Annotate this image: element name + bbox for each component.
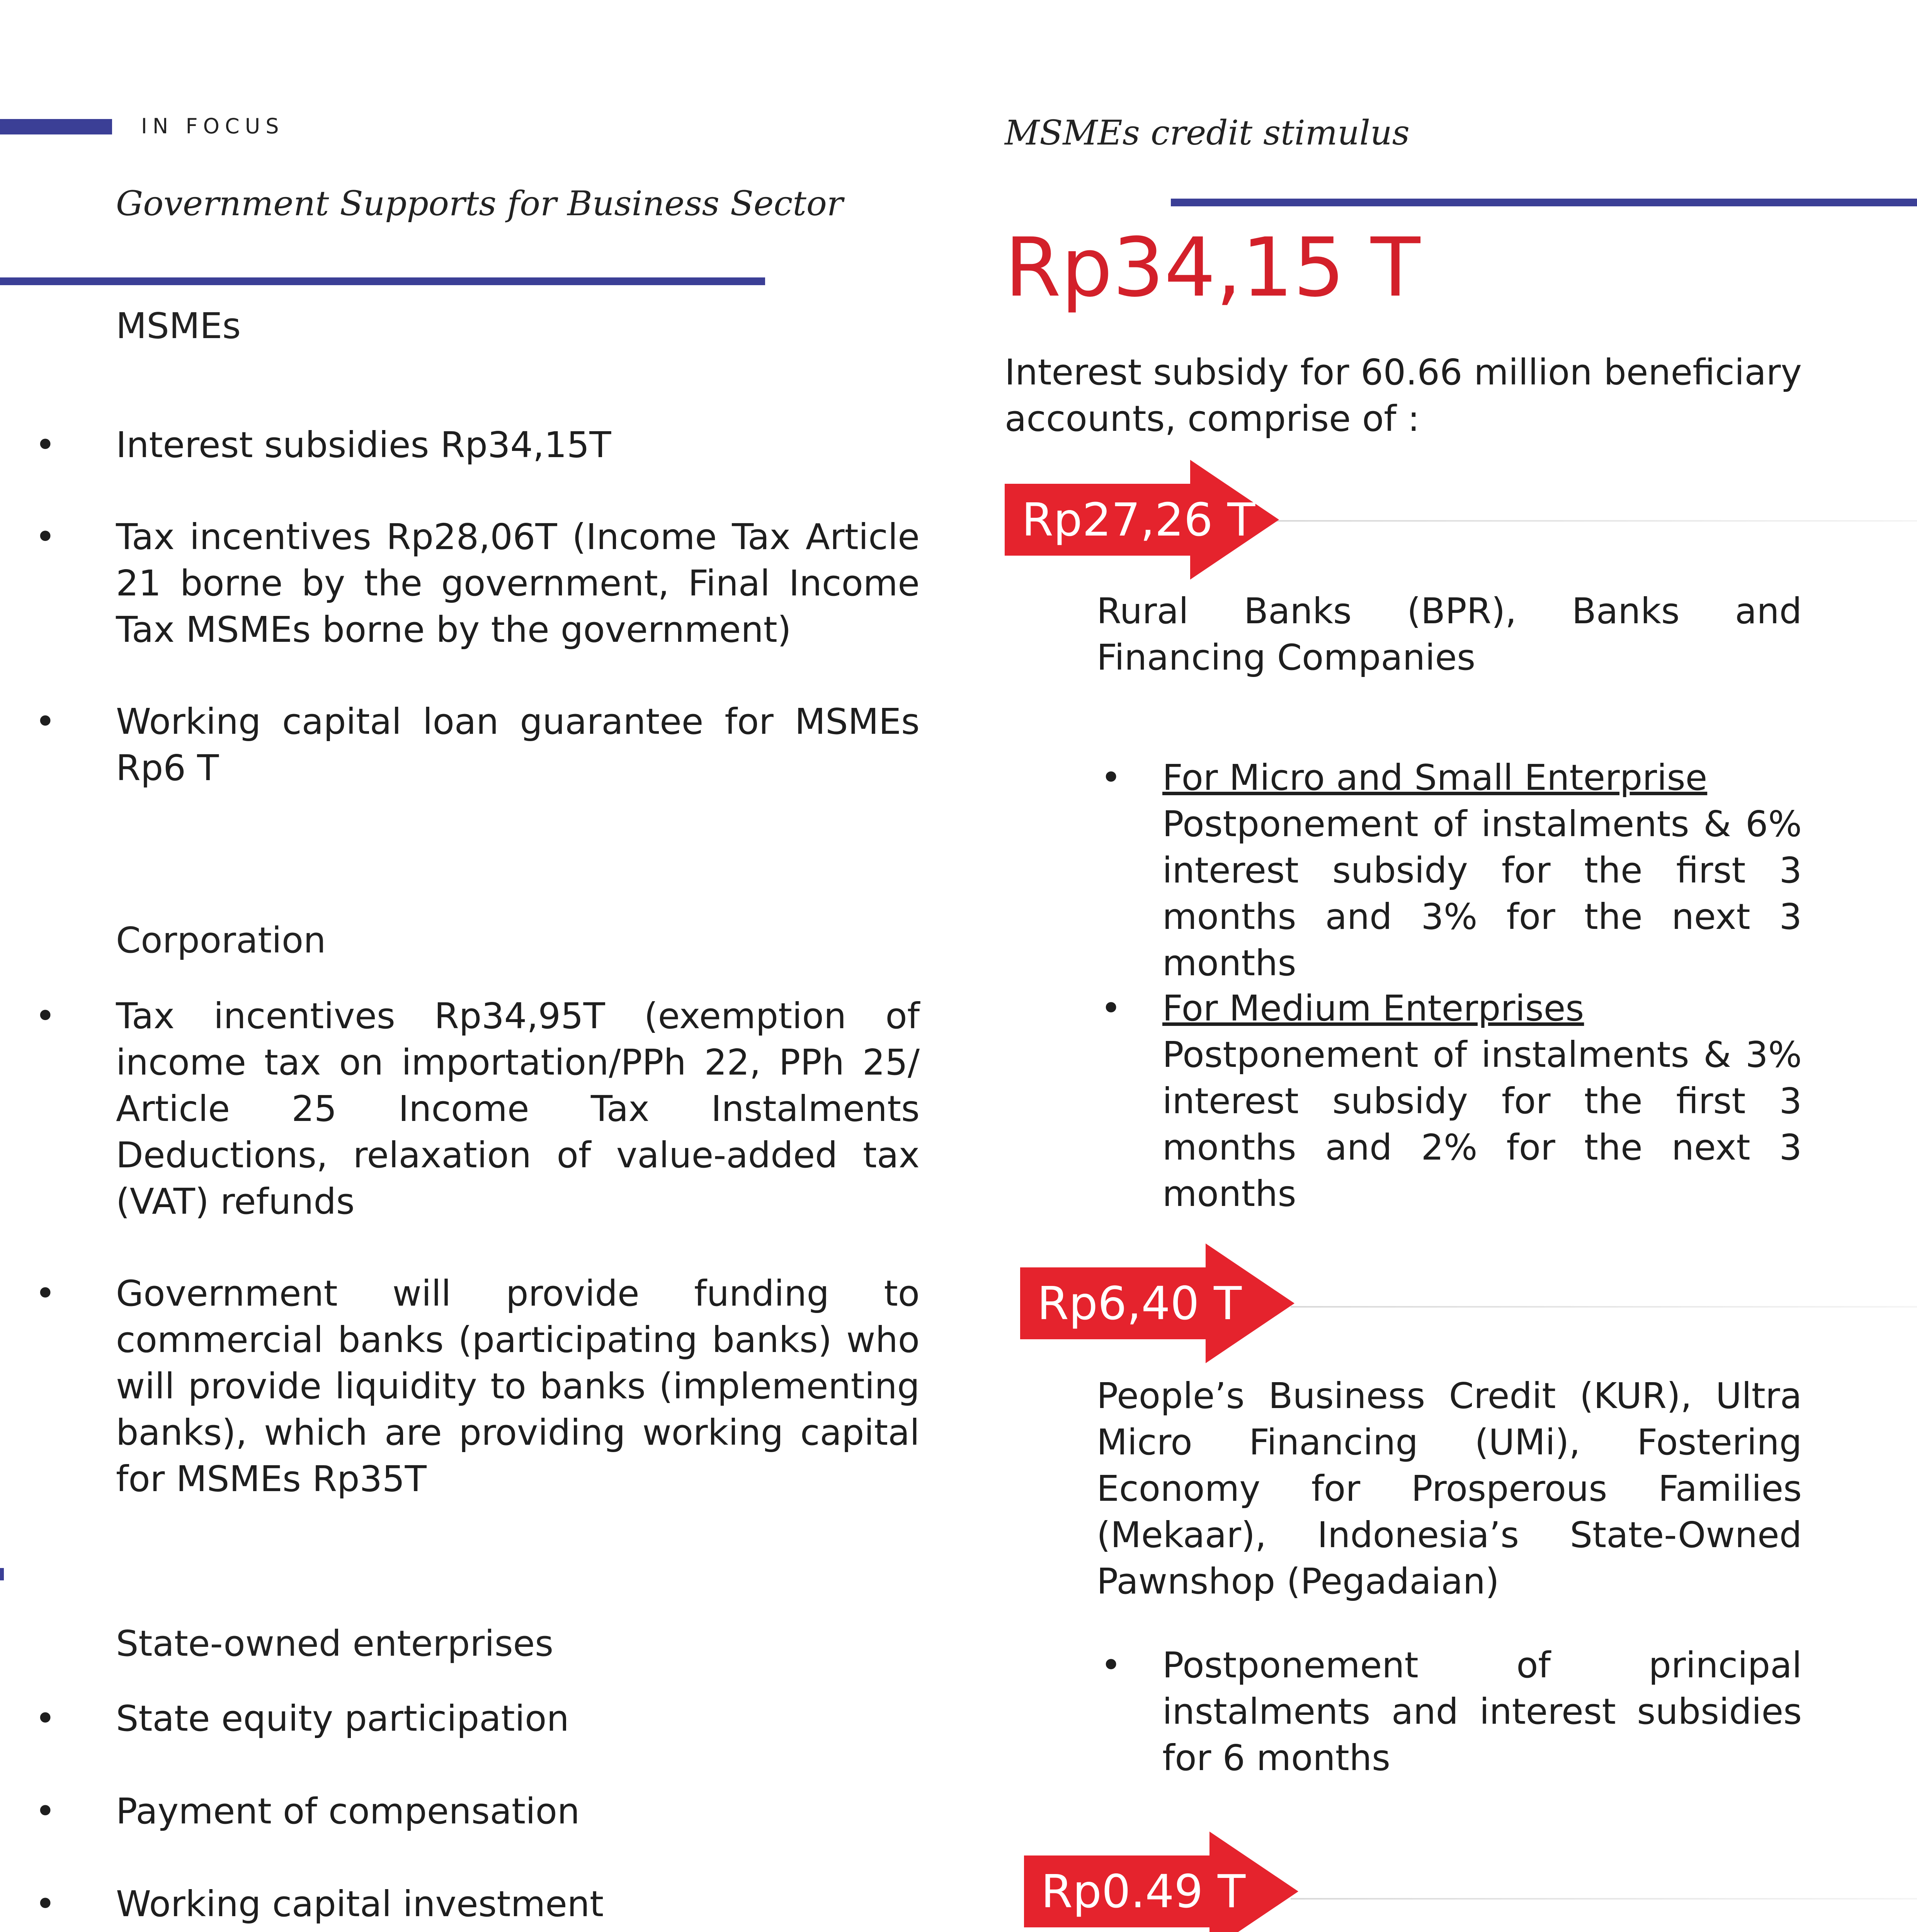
amount-arrow bbox=[1005, 460, 1279, 580]
msme-item: • Interest subsidies Rp34,15T bbox=[116, 422, 920, 468]
right-column-title: MSMEs credit stimulus bbox=[1005, 113, 1410, 153]
total-description: Interest subsidy for 60.66 million beneficiary accounts, comprise of : bbox=[1005, 352, 1802, 439]
msme-item: • Working capital loan guarantee for MSMEs Rp6 T bbox=[116, 699, 920, 791]
header-accent-bar bbox=[0, 119, 112, 134]
corporation-item: • Tax incentives Rp34,95T (exemption of income tax on importation/PPh 22, PPh 25/ Article 25 Income Tax Instalments Deductions, relaxation of value-added tax (VAT) refunds bbox=[116, 993, 920, 1225]
amount-label: Rp27,26 T bbox=[1022, 493, 1255, 546]
block-item bbox=[1162, 755, 1802, 986]
soe-item: • Payment of compensation bbox=[116, 1788, 920, 1835]
amount-arrow bbox=[1020, 1243, 1294, 1363]
soe-item: • State equity participation bbox=[116, 1696, 920, 1742]
amount-label: Rp6,40 T bbox=[1037, 1277, 1242, 1330]
left-subtitle: Government Supports for Business Sector bbox=[116, 184, 843, 223]
block-description: People’s Business Credit (KUR), Ultra Micro Financing (UMi), Fostering Economy for Prosperous Families (Mekaar), Indonesia’s State-Owned Pawnshop (Pegadaian) bbox=[1097, 1375, 1802, 1602]
msme-item: • Tax incentives Rp28,06T (Income Tax Article 21 borne by the government, Final Income Tax MSMEs borne by the government) bbox=[116, 514, 920, 653]
item-title: • For Micro and Small Enterprise bbox=[1162, 757, 1708, 798]
block-item bbox=[1162, 1642, 1802, 1781]
total-amount: Rp34,15 T bbox=[1005, 220, 1420, 315]
divider-line bbox=[1275, 520, 1917, 522]
item-title: • For Medium Enterprises bbox=[1162, 988, 1584, 1029]
amount-label: Rp0.49 T bbox=[1041, 1865, 1246, 1918]
block-description: Rural Banks (BPR), Banks and Financing Companies bbox=[1097, 590, 1802, 678]
soe-heading: State-owned enterprises bbox=[116, 1623, 554, 1664]
margin-marker bbox=[0, 1568, 4, 1580]
divider-line bbox=[1291, 1898, 1917, 1900]
corporation-item: • Government will provide funding to commercial banks (participating banks) who will provide liquidity to banks (implementing banks), which are providing working capital for MSMEs Rp35T bbox=[116, 1270, 920, 1502]
item-text: Postponement of instalments & 6% interest subsidy for the first 3 months and 3% for the next 3 months bbox=[1162, 803, 1802, 984]
item-text: Postponement of instalments & 3% interest subsidy for the first 3 months and 2% for the next 3 months bbox=[1162, 1034, 1802, 1214]
right-title-rule bbox=[1171, 199, 1917, 206]
divider-line bbox=[1291, 1306, 1917, 1308]
corporation-heading: Corporation bbox=[116, 920, 326, 961]
block-item bbox=[1162, 985, 1802, 1217]
amount-arrow bbox=[1024, 1832, 1298, 1932]
item-text: • Postponement of principal instalments and interest subsidies for 6 months bbox=[1162, 1645, 1802, 1779]
section-label: IN FOCUS bbox=[141, 114, 284, 138]
left-subtitle-rule bbox=[0, 277, 765, 285]
soe-item: • Working capital investment bbox=[116, 1881, 920, 1927]
msme-heading: MSMEs bbox=[116, 305, 241, 347]
